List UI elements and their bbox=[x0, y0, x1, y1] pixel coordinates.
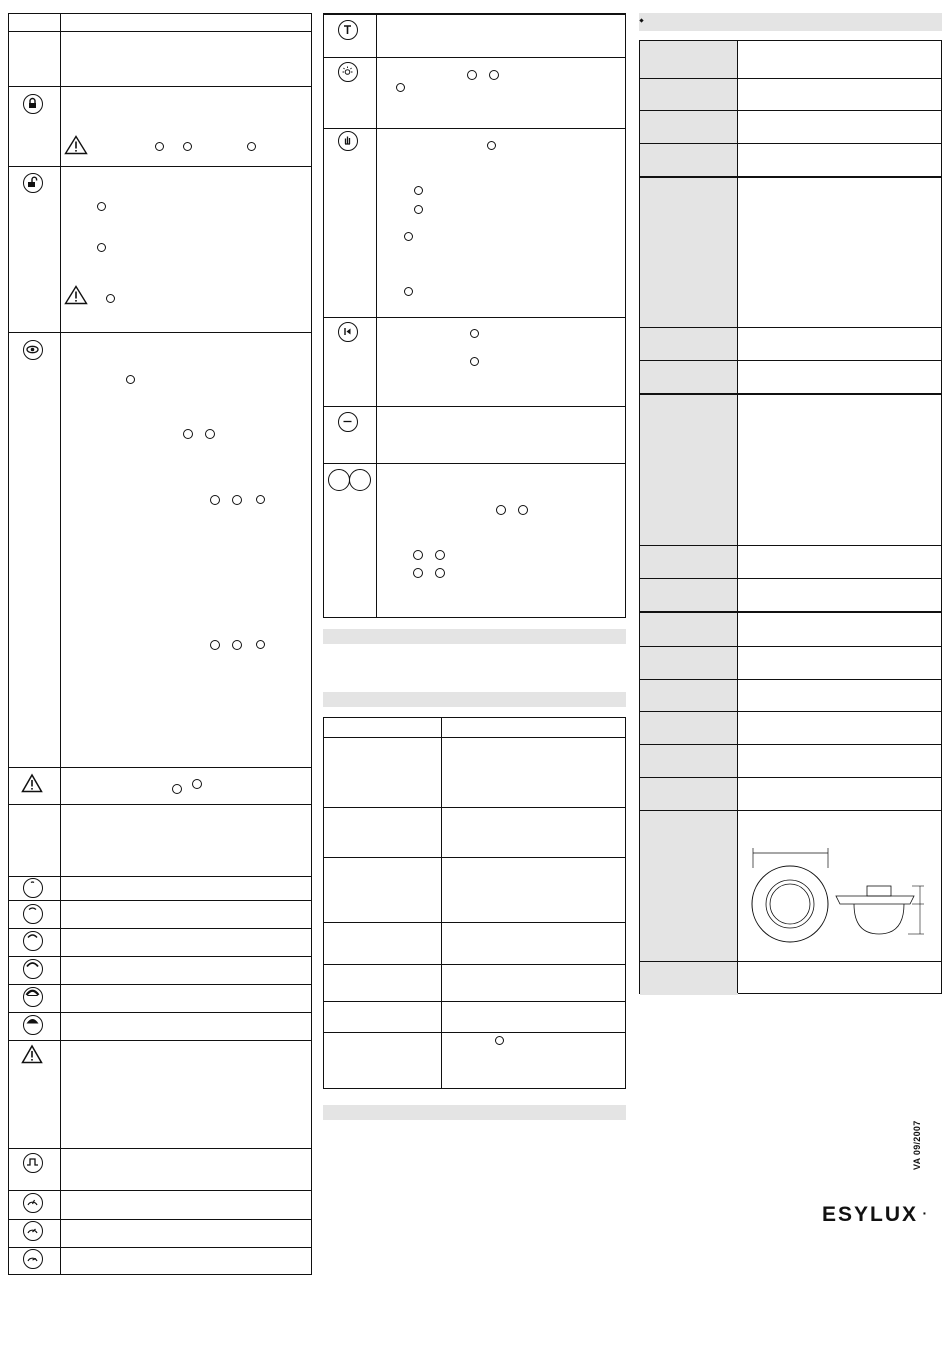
dome-icon-5 bbox=[23, 987, 43, 1007]
section-header-band bbox=[323, 692, 626, 707]
small-button-icon bbox=[126, 375, 135, 384]
bulb-icon bbox=[338, 62, 358, 82]
logo-dots: · bbox=[922, 1205, 928, 1221]
t-icon bbox=[338, 20, 358, 40]
dome-icon-3 bbox=[23, 931, 43, 951]
section-header-band bbox=[323, 629, 626, 644]
minus-icon bbox=[338, 412, 358, 432]
small-button-icon bbox=[205, 429, 215, 439]
small-button-icon bbox=[232, 640, 242, 650]
small-button-icon bbox=[414, 186, 423, 195]
small-button-icon bbox=[97, 243, 106, 252]
small-button-icon bbox=[435, 568, 445, 578]
eye-icon bbox=[23, 340, 43, 360]
small-button-icon bbox=[155, 142, 164, 151]
warning-icon bbox=[21, 1044, 43, 1064]
left-function-table bbox=[8, 13, 312, 1275]
circle-icon bbox=[328, 469, 350, 491]
small-button-icon bbox=[183, 429, 193, 439]
middle-function-table bbox=[323, 13, 626, 618]
small-button-icon bbox=[487, 141, 496, 150]
version-code: VA 09/2007 bbox=[912, 1120, 922, 1170]
small-button-icon bbox=[404, 287, 413, 296]
lock-icon bbox=[23, 94, 43, 114]
warning-icon bbox=[21, 773, 43, 793]
small-button-icon bbox=[404, 232, 413, 241]
small-button-icon bbox=[467, 70, 477, 80]
unlock-icon bbox=[23, 173, 43, 193]
brand-name: ESYLUX bbox=[822, 1203, 919, 1226]
pulse-icon bbox=[23, 1153, 43, 1173]
small-button-icon bbox=[470, 329, 479, 338]
hand-icon bbox=[338, 131, 358, 151]
skip-icon bbox=[338, 322, 358, 342]
small-button-icon bbox=[192, 779, 202, 789]
small-button-icon bbox=[413, 550, 423, 560]
small-button-icon bbox=[414, 205, 423, 214]
dial-icon-2 bbox=[23, 1221, 43, 1241]
warning-icon bbox=[64, 135, 88, 155]
small-button-icon bbox=[210, 495, 220, 505]
small-button-icon bbox=[256, 495, 265, 504]
dome-icon-2 bbox=[23, 904, 43, 924]
brand-logo bbox=[822, 1203, 927, 1227]
warning-icon bbox=[64, 285, 88, 305]
section-header-band bbox=[323, 1105, 626, 1120]
dome-icon-6 bbox=[23, 1015, 43, 1035]
dimension-drawing bbox=[748, 848, 928, 943]
small-button-icon bbox=[106, 294, 115, 303]
small-button-icon bbox=[496, 505, 506, 515]
small-button-icon bbox=[396, 83, 405, 92]
small-button-icon bbox=[183, 142, 192, 151]
circle-icon bbox=[349, 469, 371, 491]
small-button-icon bbox=[210, 640, 220, 650]
small-button-icon bbox=[495, 1036, 504, 1045]
small-button-icon bbox=[435, 550, 445, 560]
small-button-icon bbox=[247, 142, 256, 151]
small-button-icon bbox=[232, 495, 242, 505]
small-button-icon bbox=[413, 568, 423, 578]
dome-icon-1 bbox=[23, 878, 43, 898]
small-button-icon bbox=[256, 640, 265, 649]
dome-icon-4 bbox=[23, 959, 43, 979]
dial-icon-3 bbox=[23, 1249, 43, 1269]
dial-icon-1 bbox=[23, 1193, 43, 1213]
small-button-icon bbox=[97, 202, 106, 211]
small-button-icon bbox=[489, 70, 499, 80]
technical-data-header-band bbox=[639, 13, 942, 31]
troubleshooting-table bbox=[323, 717, 626, 1089]
small-button-icon bbox=[172, 784, 182, 794]
small-button-icon bbox=[470, 357, 479, 366]
small-button-icon bbox=[518, 505, 528, 515]
